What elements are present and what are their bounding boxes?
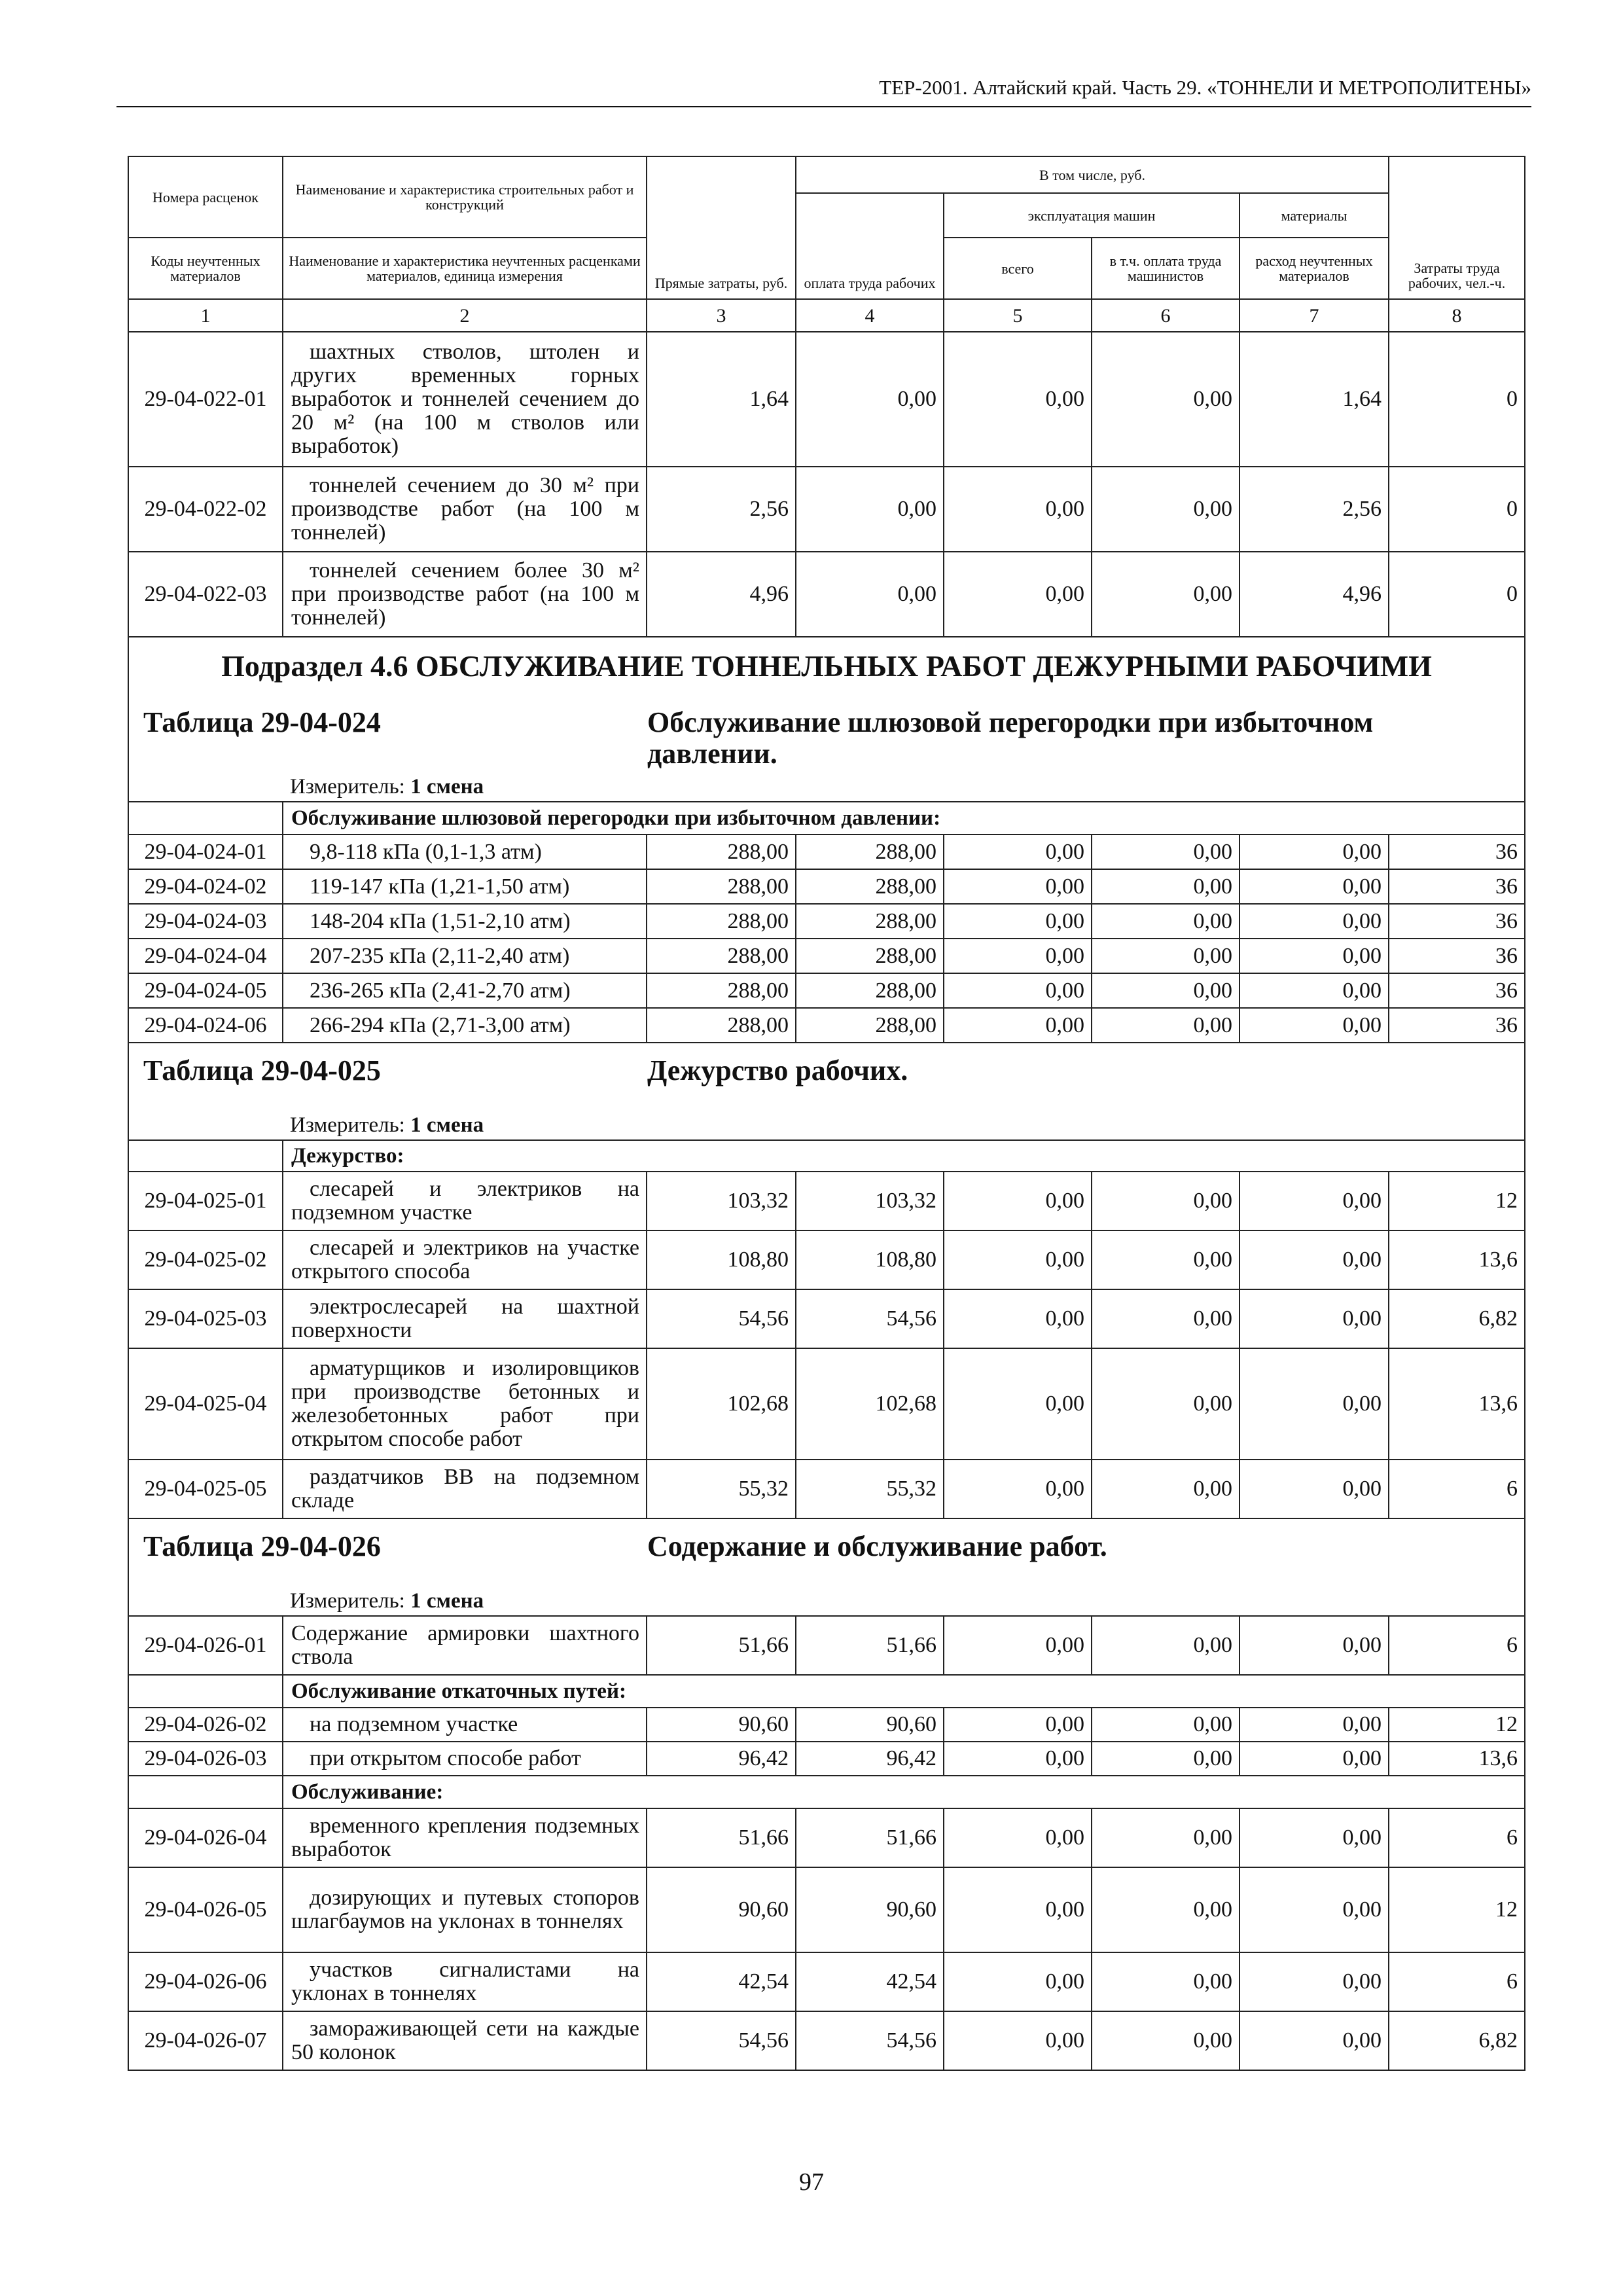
direct-costs-value: 108,80 <box>647 1230 796 1289</box>
labor-pay-value: 90,60 <box>796 1708 944 1742</box>
header-unacc-usage: расход неучтенных материалов <box>1240 238 1389 299</box>
rate-row <box>128 1952 1525 2011</box>
rate-code: 29-04-025-05 <box>128 1460 283 1518</box>
direct-costs-value: 288,00 <box>647 869 796 904</box>
direct-costs-value: 54,56 <box>647 2011 796 2070</box>
rate-code: 29-04-024-03 <box>128 904 283 939</box>
measure-unit <box>128 1111 1525 1140</box>
column-number-row <box>128 299 1525 332</box>
rate-row <box>128 1708 1525 1742</box>
labor-cost-value: 36 <box>1389 904 1525 939</box>
rate-row <box>128 1289 1525 1348</box>
rate-code: 29-04-024-02 <box>128 869 283 904</box>
labor-cost-value: 6 <box>1389 1952 1525 2011</box>
direct-costs-value: 90,60 <box>647 1867 796 1952</box>
machine-pay-value: 0,00 <box>1092 1742 1240 1776</box>
header-incl: В том числе, руб. <box>796 156 1389 193</box>
rate-description: 119-147 кПа (1,21-1,50 атм) <box>283 869 647 904</box>
labor-cost-value: 0 <box>1389 332 1525 467</box>
machine-pay-value: 0,00 <box>1092 332 1240 467</box>
table-number: Таблица 29-04-024 <box>143 706 381 738</box>
machine-total-value: 0,00 <box>944 1348 1092 1460</box>
materials-value: 0,00 <box>1240 1952 1389 2011</box>
group-heading: Обслуживание шлюзовой перегородки при избыточном давлении: <box>283 802 1525 834</box>
rate-code: 29-04-022-01 <box>128 332 283 467</box>
column-number: 4 <box>796 299 944 332</box>
rate-description: слесарей и электриков на подземном участке <box>283 1172 647 1230</box>
table-title-block <box>128 695 1525 772</box>
materials-value: 0,00 <box>1240 973 1389 1008</box>
labor-cost-value: 0 <box>1389 467 1525 552</box>
labor-cost-value: 12 <box>1389 1172 1525 1230</box>
group-heading-row <box>128 802 1525 834</box>
header-name-works: Наименование и характеристика строительных работ и конструкций <box>283 156 647 238</box>
labor-pay-value: 42,54 <box>796 1952 944 2011</box>
rate-description: тоннелей сечением до 30 м² при производстве работ (на 100 м тоннелей) <box>283 467 647 552</box>
rate-code: 29-04-026-02 <box>128 1708 283 1742</box>
rate-row <box>128 332 1525 467</box>
machine-total-value: 0,00 <box>944 1808 1092 1867</box>
direct-costs-value: 51,66 <box>647 1808 796 1867</box>
rate-code: 29-04-024-01 <box>128 834 283 869</box>
rate-row <box>128 1008 1525 1043</box>
rate-code: 29-04-026-01 <box>128 1616 283 1675</box>
materials-value: 0,00 <box>1240 1008 1389 1043</box>
rate-row <box>128 1172 1525 1230</box>
machine-total-value: 0,00 <box>944 939 1092 973</box>
machine-pay-value: 0,00 <box>1092 1616 1240 1675</box>
header-total: всего <box>944 238 1092 299</box>
labor-cost-value: 36 <box>1389 939 1525 973</box>
direct-costs-value: 4,96 <box>647 552 796 637</box>
materials-value: 0,00 <box>1240 2011 1389 2070</box>
machine-total-value: 0,00 <box>944 1952 1092 2011</box>
rate-row <box>128 1742 1525 1776</box>
machine-pay-value: 0,00 <box>1092 973 1240 1008</box>
machine-pay-value: 0,00 <box>1092 904 1240 939</box>
labor-cost-value: 6 <box>1389 1616 1525 1675</box>
rate-row <box>128 1808 1525 1867</box>
direct-costs-value: 42,54 <box>647 1952 796 2011</box>
labor-cost-value: 13,6 <box>1389 1348 1525 1460</box>
materials-value: 0,00 <box>1240 1808 1389 1867</box>
column-number: 6 <box>1092 299 1240 332</box>
machine-pay-value: 0,00 <box>1092 1867 1240 1952</box>
group-heading-row <box>128 1675 1525 1708</box>
rate-code: 29-04-026-05 <box>128 1867 283 1952</box>
rate-code: 29-04-025-04 <box>128 1348 283 1460</box>
labor-pay-value: 55,32 <box>796 1460 944 1518</box>
machine-pay-value: 0,00 <box>1092 1230 1240 1289</box>
machine-total-value: 0,00 <box>944 552 1092 637</box>
labor-cost-value: 12 <box>1389 1708 1525 1742</box>
table-description: Содержание и обслуживание работ. <box>647 1530 1107 1562</box>
labor-cost-value: 6 <box>1389 1460 1525 1518</box>
rate-code: 29-04-024-05 <box>128 973 283 1008</box>
header-incl-mach-pay: в т.ч. оплата труда машинистов <box>1092 238 1240 299</box>
measure-value: 1 смена <box>410 775 484 798</box>
machine-pay-value: 0,00 <box>1092 834 1240 869</box>
direct-costs-value: 102,68 <box>647 1348 796 1460</box>
rate-code: 29-04-026-06 <box>128 1952 283 2011</box>
table-description: Дежурство рабочих. <box>647 1054 908 1086</box>
header-labor-pay: оплата труда рабочих <box>796 193 944 299</box>
materials-value: 0,00 <box>1240 1742 1389 1776</box>
column-number: 1 <box>128 299 283 332</box>
labor-pay-value: 288,00 <box>796 939 944 973</box>
labor-cost-value: 6,82 <box>1389 2011 1525 2070</box>
labor-cost-value: 13,6 <box>1389 1742 1525 1776</box>
machine-pay-value: 0,00 <box>1092 1348 1240 1460</box>
measure-label: Измеритель: <box>290 1113 405 1137</box>
materials-value: 0,00 <box>1240 1867 1389 1952</box>
rates-table <box>128 156 1525 2071</box>
rate-description: слесарей и электриков на участке открытого способа <box>283 1230 647 1289</box>
machine-total-value: 0,00 <box>944 1289 1092 1348</box>
machine-pay-value: 0,00 <box>1092 1008 1240 1043</box>
labor-pay-value: 0,00 <box>796 467 944 552</box>
table-number: Таблица 29-04-026 <box>143 1530 381 1562</box>
header-labor-cost: Затраты труда рабочих, чел.-ч. <box>1389 156 1525 299</box>
labor-cost-value: 36 <box>1389 1008 1525 1043</box>
rate-row <box>128 834 1525 869</box>
rate-code: 29-04-022-03 <box>128 552 283 637</box>
table-number: Таблица 29-04-025 <box>143 1054 381 1086</box>
labor-cost-value: 6,82 <box>1389 1289 1525 1348</box>
direct-costs-value: 288,00 <box>647 939 796 973</box>
direct-costs-value: 54,56 <box>647 1289 796 1348</box>
rate-description: временного крепления подземных выработок <box>283 1808 647 1867</box>
table-title-block <box>128 1518 1525 1587</box>
materials-value: 0,00 <box>1240 1348 1389 1460</box>
page-number: 97 <box>799 2168 824 2196</box>
machine-total-value: 0,00 <box>944 973 1092 1008</box>
group-heading-blank <box>128 1675 283 1708</box>
group-heading: Обслуживание откаточных путей: <box>283 1675 1525 1708</box>
materials-value: 0,00 <box>1240 939 1389 973</box>
rate-description: замораживающей сети на каждые 50 колонок <box>283 2011 647 2070</box>
labor-pay-value: 51,66 <box>796 1808 944 1867</box>
labor-cost-value: 6 <box>1389 1808 1525 1867</box>
direct-costs-value: 288,00 <box>647 973 796 1008</box>
rate-description: дозирующих и путевых стопоров шлагбаумов на уклонах в тоннелях <box>283 1867 647 1952</box>
rate-description: участков сигналистами на уклонах в тоннелях <box>283 1952 647 2011</box>
header-rates-no: Номера расценок <box>128 156 283 238</box>
labor-pay-value: 0,00 <box>796 332 944 467</box>
header-codes-unacc: Коды неучтенных материалов <box>128 238 283 299</box>
rate-description: 266-294 кПа (2,71-3,00 атм) <box>283 1008 647 1043</box>
measure-unit <box>128 772 1525 802</box>
direct-costs-value: 1,64 <box>647 332 796 467</box>
rate-description: шахтных стволов, штолен и других временных горных выработок и тоннелей сечением до 20 м² (на 100 м стволов или выработок) <box>283 332 647 467</box>
rate-code: 29-04-024-04 <box>128 939 283 973</box>
rate-code: 29-04-024-06 <box>128 1008 283 1043</box>
rate-description: Содержание армировки шахтного ствола <box>283 1616 647 1675</box>
rate-description: 148-204 кПа (1,51-2,10 атм) <box>283 904 647 939</box>
group-heading: Дежурство: <box>283 1140 1525 1172</box>
rate-code: 29-04-026-04 <box>128 1808 283 1867</box>
machine-pay-value: 0,00 <box>1092 939 1240 973</box>
rate-description: тоннелей сечением более 30 м² при производстве работ (на 100 м тоннелей) <box>283 552 647 637</box>
column-number: 5 <box>944 299 1092 332</box>
rate-code: 29-04-026-03 <box>128 1742 283 1776</box>
section-title: Подраздел 4.6 ОБСЛУЖИВАНИЕ ТОННЕЛЬНЫХ РАБОТ ДЕЖУРНЫМИ РАБОЧИМИ <box>128 637 1525 695</box>
labor-pay-value: 90,60 <box>796 1867 944 1952</box>
rate-description: арматурщиков и изолировщиков при производстве бетонных и железобетонных работ при открытом способе работ <box>283 1348 647 1460</box>
rate-description: при открытом способе работ <box>283 1742 647 1776</box>
direct-costs-value: 51,66 <box>647 1616 796 1675</box>
group-heading-row <box>128 1776 1525 1808</box>
machine-total-value: 0,00 <box>944 1616 1092 1675</box>
rate-description: 236-265 кПа (2,41-2,70 атм) <box>283 973 647 1008</box>
header-machine-op: эксплуатация машин <box>944 193 1240 238</box>
machine-total-value: 0,00 <box>944 1867 1092 1952</box>
group-heading-blank <box>128 1140 283 1172</box>
rate-description: 207-235 кПа (2,11-2,40 атм) <box>283 939 647 973</box>
labor-pay-value: 54,56 <box>796 2011 944 2070</box>
rate-row <box>128 1230 1525 1289</box>
direct-costs-value: 90,60 <box>647 1708 796 1742</box>
rate-row <box>128 904 1525 939</box>
machine-total-value: 0,00 <box>944 1230 1092 1289</box>
labor-pay-value: 96,42 <box>796 1742 944 1776</box>
labor-cost-value: 0 <box>1389 552 1525 637</box>
rate-description: на подземном участке <box>283 1708 647 1742</box>
materials-value: 0,00 <box>1240 904 1389 939</box>
labor-pay-value: 103,32 <box>796 1172 944 1230</box>
labor-pay-value: 0,00 <box>796 552 944 637</box>
labor-pay-value: 288,00 <box>796 904 944 939</box>
header-materials: материалы <box>1240 193 1389 238</box>
rate-row <box>128 2011 1525 2070</box>
machine-total-value: 0,00 <box>944 1460 1092 1518</box>
labor-cost-value: 13,6 <box>1389 1230 1525 1289</box>
rate-description: 9,8-118 кПа (0,1-1,3 атм) <box>283 834 647 869</box>
materials-value: 0,00 <box>1240 1616 1389 1675</box>
group-heading-row <box>128 1140 1525 1172</box>
rate-code: 29-04-025-03 <box>128 1289 283 1348</box>
measure-label: Измеритель: <box>290 1589 405 1613</box>
measure-value: 1 смена <box>410 1113 484 1137</box>
machine-total-value: 0,00 <box>944 1708 1092 1742</box>
materials-value: 4,96 <box>1240 552 1389 637</box>
machine-pay-value: 0,00 <box>1092 1708 1240 1742</box>
materials-value: 0,00 <box>1240 869 1389 904</box>
header-direct-costs: Прямые затраты, руб. <box>647 156 796 299</box>
direct-costs-value: 2,56 <box>647 467 796 552</box>
direct-costs-value: 288,00 <box>647 904 796 939</box>
rate-code: 29-04-022-02 <box>128 467 283 552</box>
labor-pay-value: 51,66 <box>796 1616 944 1675</box>
materials-value: 0,00 <box>1240 1289 1389 1348</box>
rate-row <box>128 552 1525 637</box>
materials-value: 2,56 <box>1240 467 1389 552</box>
labor-pay-value: 288,00 <box>796 973 944 1008</box>
machine-total-value: 0,00 <box>944 1172 1092 1230</box>
measure-unit <box>128 1587 1525 1616</box>
direct-costs-value: 288,00 <box>647 1008 796 1043</box>
machine-total-value: 0,00 <box>944 332 1092 467</box>
direct-costs-value: 103,32 <box>647 1172 796 1230</box>
machine-total-value: 0,00 <box>944 467 1092 552</box>
rate-row <box>128 1616 1525 1675</box>
rate-row <box>128 467 1525 552</box>
rate-description: раздатчиков ВВ на подземном складе <box>283 1460 647 1518</box>
materials-value: 0,00 <box>1240 1172 1389 1230</box>
labor-pay-value: 288,00 <box>796 834 944 869</box>
rate-row <box>128 973 1525 1008</box>
rate-row <box>128 939 1525 973</box>
machine-pay-value: 0,00 <box>1092 1289 1240 1348</box>
group-heading-blank <box>128 1776 283 1808</box>
labor-cost-value: 36 <box>1389 869 1525 904</box>
direct-costs-value: 96,42 <box>647 1742 796 1776</box>
column-number: 3 <box>647 299 796 332</box>
machine-pay-value: 0,00 <box>1092 2011 1240 2070</box>
group-heading: Обслуживание: <box>283 1776 1525 1808</box>
machine-pay-value: 0,00 <box>1092 552 1240 637</box>
measure-label: Измеритель: <box>290 775 405 798</box>
rate-code: 29-04-025-02 <box>128 1230 283 1289</box>
materials-value: 0,00 <box>1240 1460 1389 1518</box>
machine-total-value: 0,00 <box>944 1008 1092 1043</box>
machine-pay-value: 0,00 <box>1092 1172 1240 1230</box>
rate-description: электрослесарей на шахтной поверхности <box>283 1289 647 1348</box>
machine-pay-value: 0,00 <box>1092 1808 1240 1867</box>
materials-value: 0,00 <box>1240 834 1389 869</box>
rate-code: 29-04-025-01 <box>128 1172 283 1230</box>
direct-costs-value: 55,32 <box>647 1460 796 1518</box>
machine-total-value: 0,00 <box>944 1742 1092 1776</box>
labor-cost-value: 36 <box>1389 973 1525 1008</box>
labor-cost-value: 12 <box>1389 1867 1525 1952</box>
machine-pay-value: 0,00 <box>1092 1460 1240 1518</box>
materials-value: 1,64 <box>1240 332 1389 467</box>
machine-total-value: 0,00 <box>944 869 1092 904</box>
header-name-unacc: Наименование и характеристика неучтенных расценками материалов, единица измерения <box>283 238 647 299</box>
rate-row <box>128 1348 1525 1460</box>
labor-pay-value: 102,68 <box>796 1348 944 1460</box>
group-heading-blank <box>128 802 283 834</box>
labor-pay-value: 54,56 <box>796 1289 944 1348</box>
column-number: 2 <box>283 299 647 332</box>
labor-pay-value: 108,80 <box>796 1230 944 1289</box>
labor-cost-value: 36 <box>1389 834 1525 869</box>
machine-total-value: 0,00 <box>944 834 1092 869</box>
materials-value: 0,00 <box>1240 1230 1389 1289</box>
rate-row <box>128 1867 1525 1952</box>
machine-pay-value: 0,00 <box>1092 1952 1240 2011</box>
machine-pay-value: 0,00 <box>1092 467 1240 552</box>
machine-total-value: 0,00 <box>944 2011 1092 2070</box>
direct-costs-value: 288,00 <box>647 834 796 869</box>
column-number: 8 <box>1389 299 1525 332</box>
rate-row <box>128 1460 1525 1518</box>
column-number: 7 <box>1240 299 1389 332</box>
machine-total-value: 0,00 <box>944 904 1092 939</box>
running-head: ТЕР-2001. Алтайский край. Часть 29. «ТОННЕЛИ И МЕТРОПОЛИТЕНЫ» <box>116 72 1531 107</box>
table-title-block <box>128 1043 1525 1111</box>
labor-pay-value: 288,00 <box>796 869 944 904</box>
labor-pay-value: 288,00 <box>796 1008 944 1043</box>
measure-value: 1 смена <box>410 1589 484 1613</box>
rate-row <box>128 869 1525 904</box>
table-description: Обслуживание шлюзовой перегородки при избыточном давлении. <box>647 706 1374 770</box>
materials-value: 0,00 <box>1240 1708 1389 1742</box>
rate-code: 29-04-026-07 <box>128 2011 283 2070</box>
machine-pay-value: 0,00 <box>1092 869 1240 904</box>
